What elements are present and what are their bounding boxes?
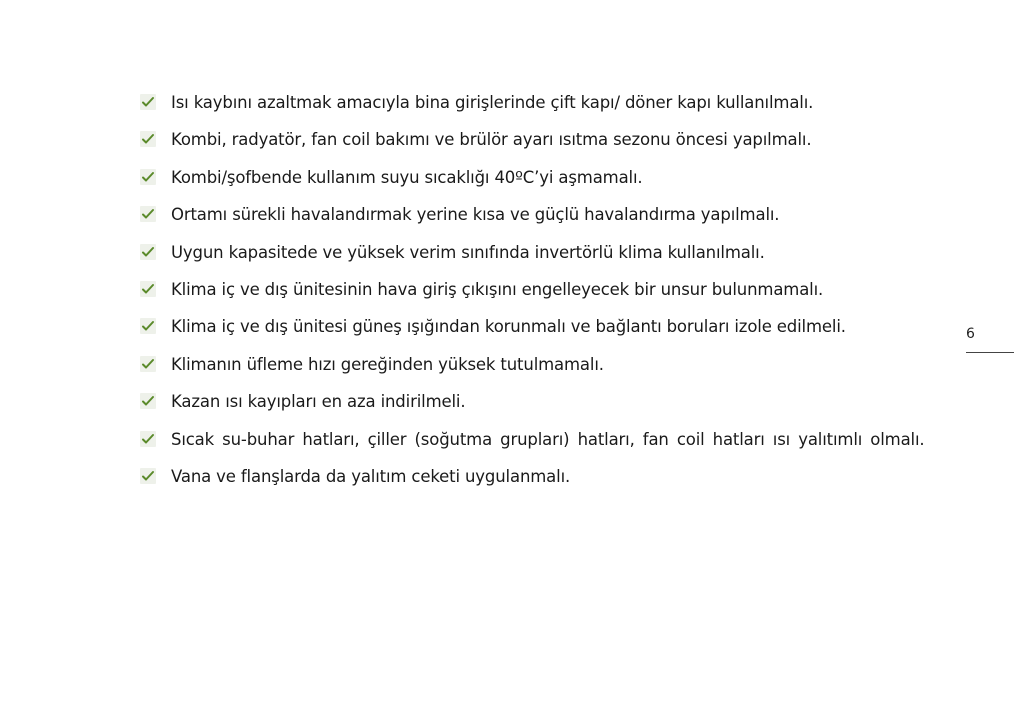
list-item [140, 159, 940, 196]
check-icon [140, 468, 156, 484]
page-number-divider [966, 352, 1014, 353]
list-item [140, 234, 940, 271]
list-item-text: Klimanın üfleme hızı gereğinden yüksek tutulmamalı. [171, 354, 604, 374]
check-icon [140, 244, 156, 260]
list-item-text: Isı kaybını azaltmak amacıyla bina girişlerinde çift kapı/ döner kapı kullanılmalı. [171, 93, 814, 112]
list-item-text: Kazan ısı kayıpları en aza indirilmeli. [171, 392, 466, 412]
list-item-text: Kombi, radyatör, fan coil bakımı ve brülör ayarı ısıtma sezonu öncesi yapılmalı. [171, 130, 812, 150]
check-icon [140, 206, 156, 222]
list-item [140, 196, 940, 233]
list-item [140, 271, 940, 308]
check-icon [140, 393, 156, 409]
list-item [140, 308, 940, 345]
list-item [140, 421, 940, 458]
list-item [140, 84, 940, 121]
list-item [140, 346, 940, 383]
check-icon [140, 131, 156, 147]
check-icon [140, 356, 156, 372]
check-icon [140, 318, 156, 334]
list-item-text: Ortamı sürekli havalandırmak yerine kısa ve güçlü havalandırma yapılmalı. [171, 205, 780, 225]
list-item-text: Vana ve flanşlarda da yalıtım ceketi uygulanmalı. [171, 467, 571, 487]
list-item-text: Uygun kapasitede ve yüksek verim sınıfında invertörlü klima kullanılmalı. [171, 242, 765, 262]
list-item-text: Sıcak su-buhar hatları, çiller (soğutma grupları) hatları, fan coil hatları ısı yalıtımlı olmalı. [171, 429, 925, 449]
list-item [140, 458, 940, 495]
list-item [140, 383, 940, 420]
list-item-text: Kombi/şofbende kullanım suyu sıcaklığı 40ºC’yi aşmamalı. [171, 167, 643, 187]
page-number: 6 [966, 326, 975, 342]
check-icon [140, 431, 156, 447]
list-item-text: Klima iç ve dış ünitesi güneş ışığından korunmalı ve bağlantı boruları izole edilmeli. [171, 317, 846, 337]
list-item-text: Klima iç ve dış ünitesinin hava giriş çıkışını engelleyecek bir unsur bulunmamalı. [171, 280, 824, 300]
recommendation-list [140, 84, 940, 495]
list-item [140, 121, 940, 158]
check-icon [140, 281, 156, 297]
check-icon [140, 169, 156, 185]
check-icon [140, 94, 156, 110]
